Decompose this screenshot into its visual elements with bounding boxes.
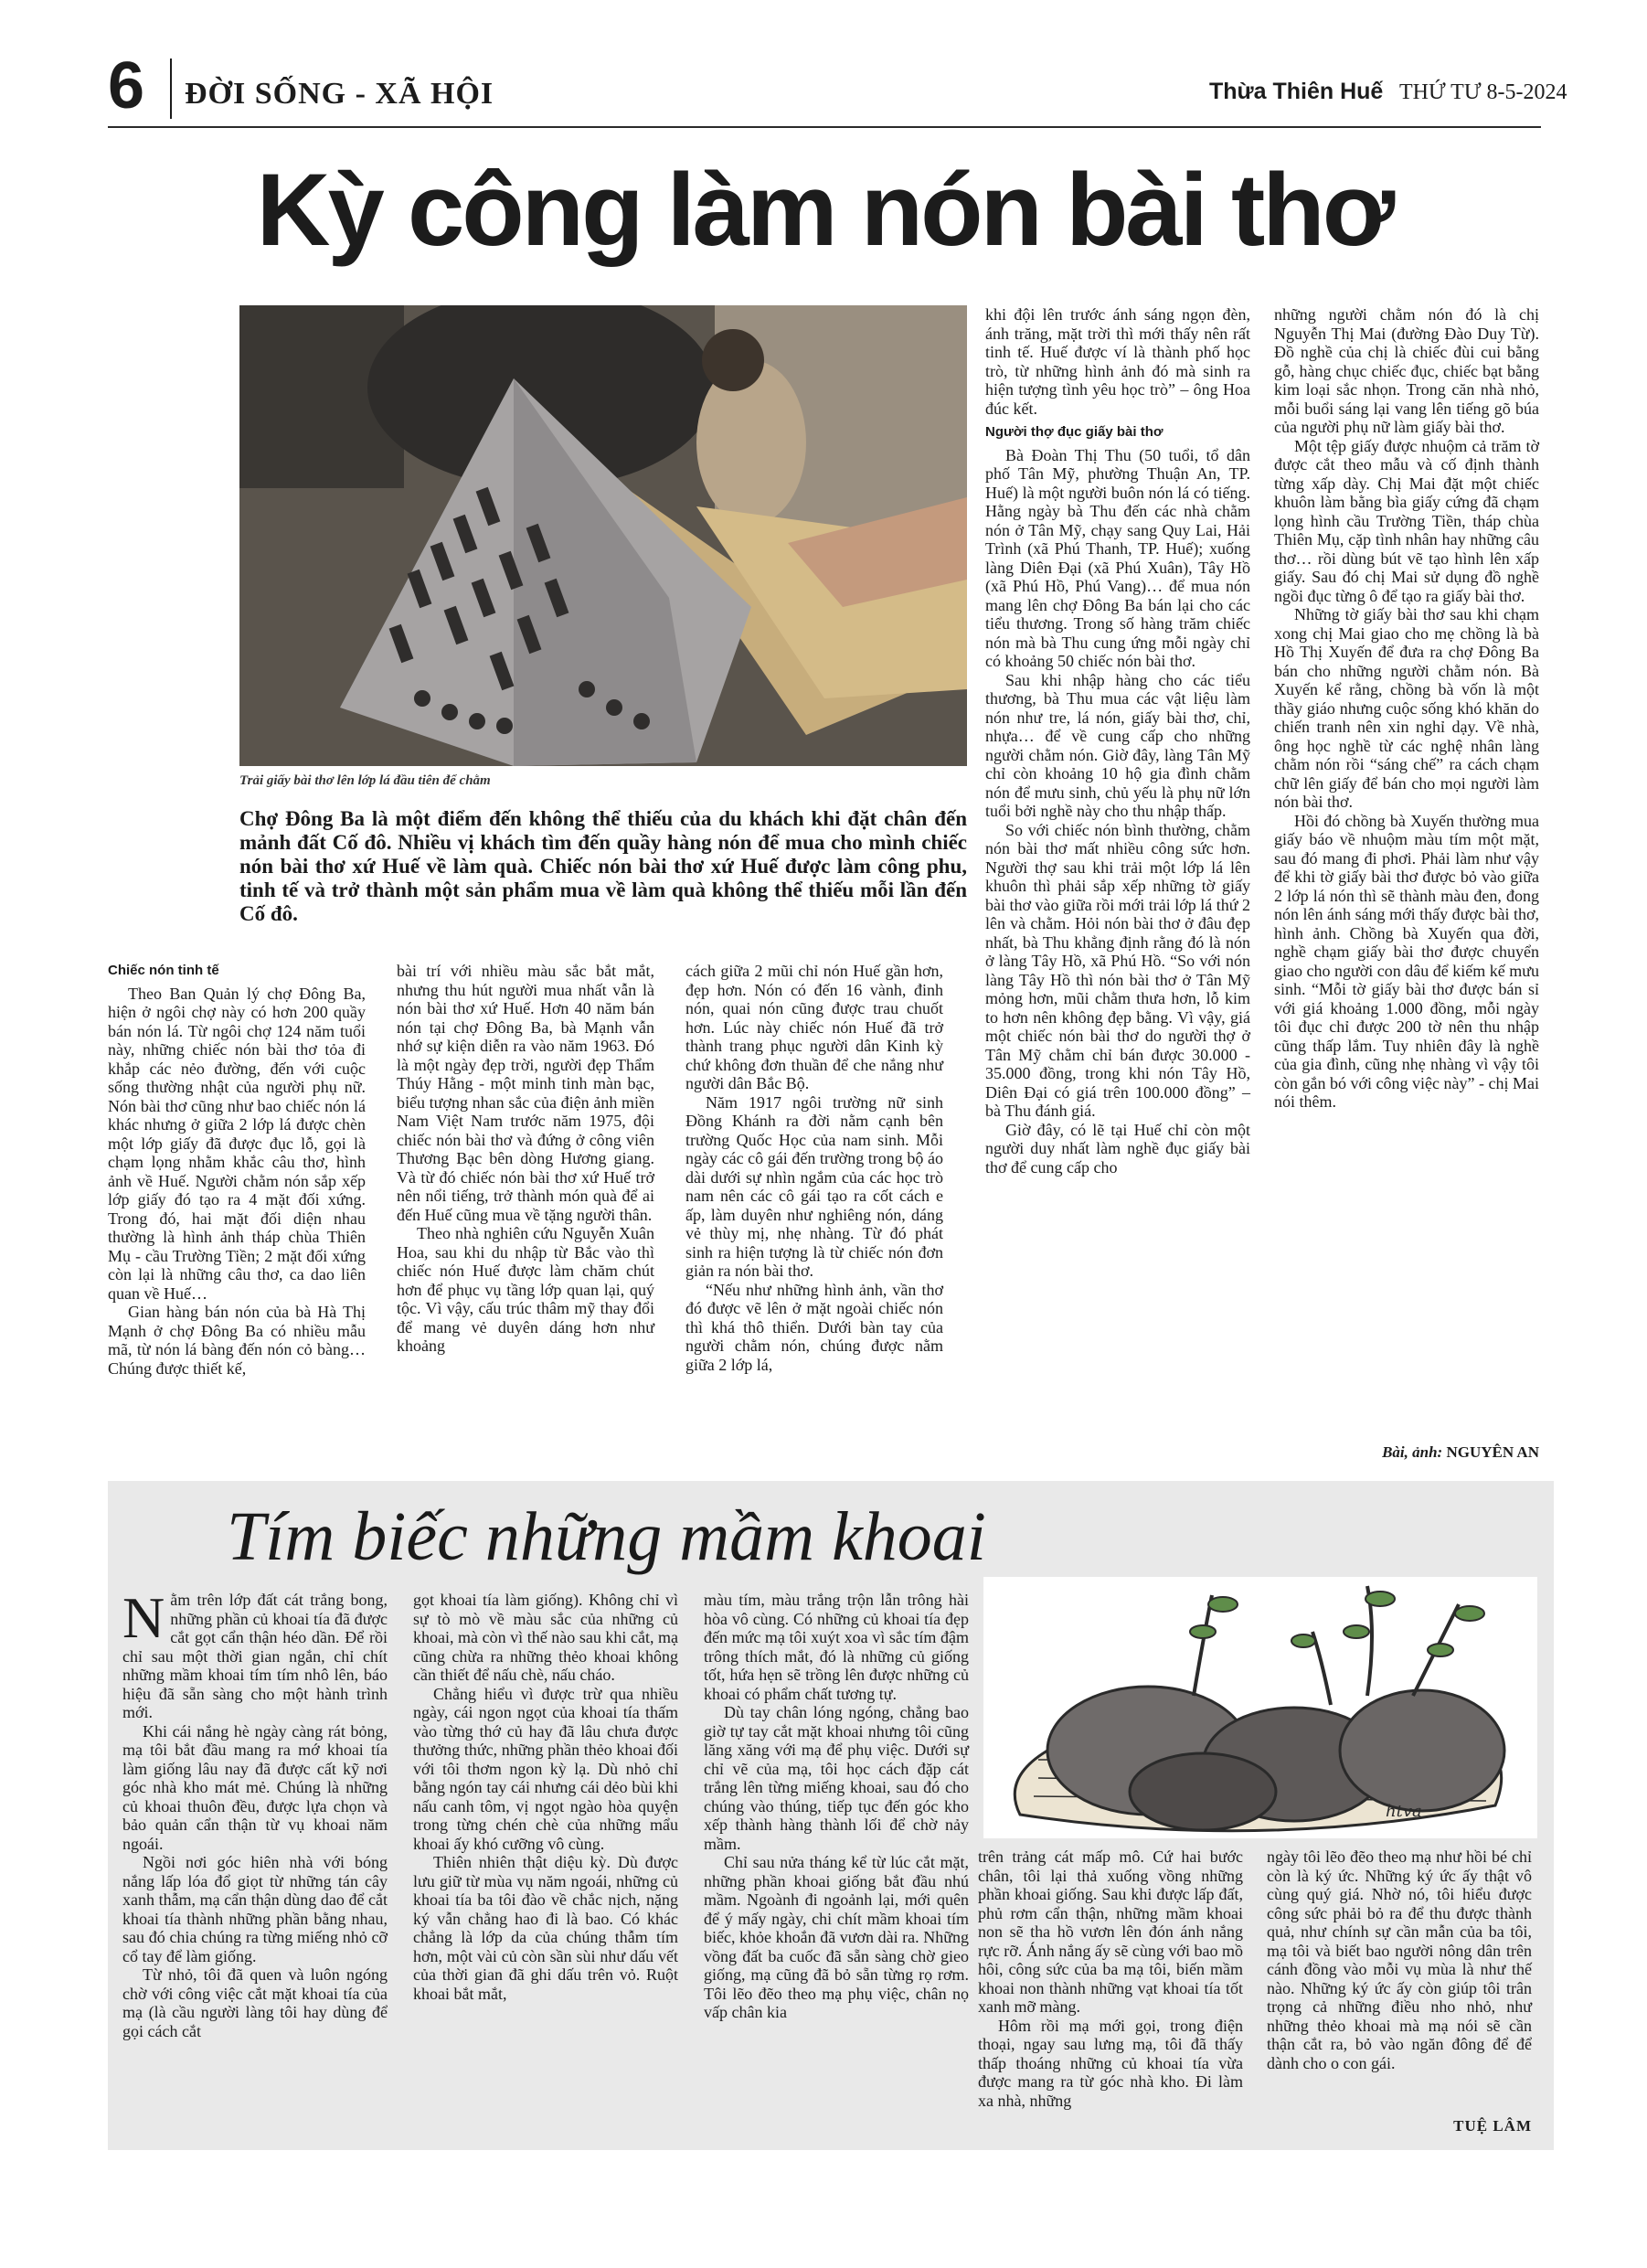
article1-column-3 [685, 962, 943, 1374]
paragraph: Chẳng hiểu vì được trừ qua nhiều ngày, cái ngon ngọt của khoai tía thấm vào từng thớ củ hay đã lâu chưa được thưởng thức, những phần thẻo khoai đối với tôi thơm ngon kỳ lạ. Dù nhỏ chỉ bằng ngón tay cái nhưng cái dẻo bùi khi nấu canh tôm, vị ngọt ngào hòa quyện trong từng chén chè của những mẩu khoai ấy khó cưỡng vô cùng. [413, 1684, 678, 1853]
feature-column-1 [122, 1585, 388, 2040]
paragraph: gọt khoai tía làm giống). Không chỉ vì sự tò mò về màu sắc của những củ khoai, mà còn vì thế nào sau khi cắt, mạ cũng chừa ra những thẻo khoai không cần thiết để nấu chè, nấu cháo. [413, 1591, 678, 1684]
subhead-chiec-non: Chiếc nón tinh tế [108, 963, 219, 978]
paragraph: Nằm trên lớp đất cát trắng bong, những phần củ khoai tía đã được cắt gọt cẩn thận héo dần. Để rồi chỉ sau một thời gian ngắn, chỉ chít những mầm khoai tím tím nhô lên, báo hiệu đã sẵn sàng cho một hành trình mới. [122, 1585, 388, 1721]
feature-column-4 [978, 1847, 1243, 2110]
paragraph: Những tờ giấy bài thơ sau khi chạm xong chị Mai giao cho mẹ chồng là bà Hồ Thị Xuyến để đưa ra chợ Đông Ba bán cho những người chằm nón. Bà Xuyến kể rằng, chồng bà vốn là một thầy giáo nhưng cuộc sống khó khăn do chiến tranh nên xin nghỉ dạy. Về nhà, ông học nghề từ các nghệ nhân làng chằm nón rồi “sáng chế” ra cách chạm chữ lên giấy để bán cho mọi người làm nón bài thơ. [1274, 605, 1539, 811]
subhead-nguoi-tho: Người thợ đục giấy bài thơ [985, 424, 1164, 440]
paragraph: Sau khi nhập hàng cho các tiểu thương, bà Thu mua các vật liệu làm nón như tre, lá nón, giấy bài thơ, chỉ, nhựa… để về cung cấp cho những người chằm nón. Giờ đây, làng Tân Mỹ chỉ còn khoảng 10 hộ gia đình chằm nón để mưu sinh, chủ yếu là phụ nữ lớn tuổi bởi nghề này cho thu nhập thấp. [985, 670, 1250, 820]
section-title: ĐỜI SỐNG - XÃ HỘI [185, 77, 494, 111]
paragraph: Theo nhà nghiên cứu Nguyễn Xuân Hoa, sau khi du nhập từ Bắc vào thì chiếc nón Huế được làm chăm chút hơn để phục vụ tầng lớp quan lại, quý tộc. Vì vậy, cấu trúc thâm mỹ thay đổi để mang vẻ duyên dáng hơn như khoảng [397, 1224, 654, 1355]
paragraph: Gian hàng bán nón của bà Hà Thị Mạnh ở chợ Đông Ba có nhiều mẫu mã, từ nón lá bàng đến nón cỏ bàng… Chúng được thiết kế, [108, 1303, 366, 1378]
article-lead: Chợ Đông Ba là một điểm đến không thể thiếu của du khách khi đặt chân đến mảnh đất Cố đô. Nhiều vị khách tìm đến quầy hàng nón để mua cho mình chiếc nón bài thơ xứ Huế về làm quà. Chiếc nón bài thơ xứ Huế được làm công phu, tinh tế và trở thành một sản phẩm mua về làm quà không thể thiếu mỗi lần đến Cố đô. [239, 807, 967, 925]
paragraph: cách giữa 2 mũi chỉ nón Huế gần hơn, đẹp hơn. Nón có đến 16 vành, đinh nón, quai nón cũng được trau chuốt hơn. Lúc này chiếc nón Huế đã trở thành trang phục người dân Kinh kỳ chứ không đơn thuần để che nắng như người dân Bắc Bộ. [685, 962, 943, 1092]
issue-date: THỨ TƯ 8-5-2024 [1399, 80, 1567, 104]
article1-column-5 [1274, 305, 1539, 1112]
feature-headline: Tím biếc những mầm khoai [227, 1498, 986, 1575]
paragraph: những người chằm nón đó là chị Nguyễn Thị Mai (đường Đào Duy Từ). Đồ nghề của chị là chiếc đùi cui bằng gỗ, hàng chục chiếc đục, chiếc bạt bằng kim loại sắc nhọn. Trong căn nhà nhỏ, mỗi buổi sáng lại vang lên tiếng gõ búa của người phụ nữ làm giấy bài thơ. [1274, 305, 1539, 436]
paragraph: Chỉ sau nửa tháng kể từ lúc cắt mặt, những phần khoai giống bắt đầu nhú mầm. Ngoành đi ngoảnh lại, mới quên để ý mấy ngày, chi chít mầm khoai tím biếc, khỏe khoắn đã vươn dài ra. Những vồng đất ba cuốc đã sẵn sàng chờ gieo giống, mạ cũng đã bỏ sẵn từng rọ rơm. Tôi lẽo đẽo theo mạ phụ việc, chân nọ vấp chân kia [704, 1853, 969, 2021]
page-number: 6 [108, 49, 145, 122]
photo-caption: Trải giấy bài thơ lên lớp lá đầu tiên để chằm [239, 773, 491, 788]
paragraph: ngày tôi lẽo đẽo theo mạ như hồi bé chỉ còn là ký ức. Những ký ức ấy thật vô cùng quý giá. Nhờ nó, tôi hiểu được công sức phải bỏ ra để thu được thành quả, như chính sự cần mẫn của ba tôi, mạ tôi và biết bao người nông dân trên cánh đồng vào mỗi vụ mùa là như thế nào. Những ký ức ấy còn giúp tôi trân trọng cả những điều nho nhỏ, như những thẻo khoai mà mạ nói sẽ cần thận cắt ra, bỏ vào ngăn đông để để dành cho o con gái. [1267, 1847, 1532, 2072]
paragraph: khi đội lên trước ánh sáng ngọn đèn, ánh trăng, mặt trời thì mới thấy nên rất tinh tế. Huế được ví là thành phố học trò, từ những hình ảnh đó mà sinh ra hiện tượng tình yêu học trò” – ông Hoa đúc kết. [985, 305, 1250, 418]
feature-column-3 [704, 1591, 969, 2022]
illustration-signature: htva [1386, 1802, 1422, 1821]
feature-column-5 [1267, 1847, 1532, 2072]
paragraph: Hôm rồi mạ mới gọi, trong điện thoại, ngay sau lưng mạ, tôi đã thấy thấp thoáng những củ khoai tía vừa được mang ra từ góc nhà kho. Đi làm xa nhà, những [978, 2016, 1243, 2110]
byline-label: Bài, ảnh: [1382, 1443, 1443, 1461]
paragraph: “Nếu như những hình ảnh, vần thơ đó được vẽ lên ở mặt ngoài chiếc nón thì khá thô thiển. Dưới bàn tay của người chằm nón, chúng được nằm giữa 2 lớp lá, [685, 1280, 943, 1374]
sweet-potato-illustration [983, 1577, 1537, 1838]
paragraph: Thiên nhiên thật diệu kỳ. Dù được lưu giữ từ mùa vụ năm ngoái, những củ khoai tía ba tôi đào về chắc nịch, nặng ký vẫn chẳng hao đi là bao. Có khác chẳng là lớp da của chúng thẫm tím hơn, một vài củ còn sần sùi như dấu vết của thời gian đã ghi dấu trên vỏ. Ruột khoai bắt mắt, [413, 1853, 678, 2003]
paragraph: Hồi đó chồng bà Xuyến thường mua giấy báo về nhuộm màu tím một mặt, sau đó mang đi phơi. Phải làm như vậy để khi tờ giấy bài thơ được bỏ vào giữa 2 lớp lá nón thì sẽ thành màu đen, đong nón lên ánh sáng mới thấy được bài thơ, hình ảnh. Chồng bà Xuyến qua đời, nghề chạm giấy bài thơ được chuyển giao cho người con dâu để kiếm kế mưu sinh. “Mỗi tờ giấy bài thơ được bán sỉ với giá khoảng 1.000 đồng, mỗi ngày tôi đục chỉ được 200 tờ nên thu nhập cũng thấp lắm. Tuy nhiên đây là nghề của gia đình, cũng nhẹ nhàng vì vậy tôi còn gắn bó với công việc này” - chị Mai nói thêm. [1274, 811, 1539, 1111]
feature-column-2 [413, 1591, 678, 2003]
article-photo [239, 305, 967, 766]
newspaper-name: Thừa Thiên Huế [1209, 79, 1384, 104]
article1-column-1 [108, 962, 366, 1378]
paragraph: So với chiếc nón bình thường, chằm nón bài thơ mất nhiều công sức hơn. Người thợ sau khi trải một lớp lá lên khuôn thì phải sắp xếp những tờ giấy bài thơ vào giữa rồi mới trải lớp lá thứ 2 lên và chằm. Hỏi nón bài thơ ở đâu đẹp nhất, bà Thu khẳng định rằng đó là nón ở làng Tây Hồ, xã Phú Hồ. “So với nón làng Tây Hồ thì nón bài thơ ở Tân Mỹ mỏng hơn, mũi chằm thưa hơn, lỗ kim to hơn nên không đẹp bằng. Vì vậy, giá một chiếc nón bài thơ do người thợ ở Tân Mỹ chằm chỉ bán được 30.000 - 35.000 đồng, trong khi nón Tây Hồ, Diên Đại có giá trên 100.000 đồng” – bà Thu đánh giá. [985, 820, 1251, 1120]
paragraph: Theo Ban Quản lý chợ Đông Ba, hiện ở ngôi chợ này có hơn 200 quầy bán nón lá. Từ ngôi chợ 124 năm tuổi này, những chiếc nón bài thơ tỏa đi khắp các nẻo đường, đến với cuộc sống thường nhật của người phụ nữ. Nón bài thơ cũng như bao chiếc nón lá khác nhưng ở giữa 2 lớp lá được chèn một lớp giấy đã được đục lỗ, gọi là chạm lọng nhằm khắc câu thơ, hình ảnh về Huế. Người chằm nón sắp xếp lớp giấy đó tạo ra 4 mặt đối xứng. Trong đó, hai mặt đối diện nhau thường là hình ảnh tháp chùa Thiên Mụ - cầu Trường Tiền; 2 mặt đối xứng còn lại là những câu thơ, ca dao liên quan về Huế… [108, 984, 366, 1303]
paragraph: Bà Đoàn Thị Thu (50 tuổi, tổ dân phố Tân Mỹ, phường Thuận An, TP. Huế) là một người buôn nón lá có tiếng. Hằng ngày bà Thu đến các nhà chằm nón ở Tân Mỹ, chạy sang Quy Lai, Hải Trình (xã Phú Thanh, TP. Huế); xuống làng Diên Đại (xã Phú Xuân), Tây Hồ (xã Phú Hồ, Phú Vang)… để mua nón mang lên chợ Đông Ba bán lại cho các tiểu thương. Trong số hàng trăm chiếc nón mà bà Thu cung ứng mỗi ngày chỉ có khoảng 50 chiếc nón bài thơ. [985, 445, 1250, 670]
article1-byline [1274, 1443, 1539, 1462]
article-headline: Kỳ công làm nón bài thơ [256, 153, 1393, 267]
paragraph: Giờ đây, có lẽ tại Huế chỉ còn một người duy nhất làm nghề đục giấy bài thơ để cung cấp cho [985, 1120, 1250, 1177]
paragraph: Một tệp giấy được nhuộm cả trăm tờ được cắt theo mẫu và cố định thành từng xấp dày. Chị Mai đặt một chiếc khuôn làm bằng bìa giấy cứng đã chạm lọng hình cầu Trường Tiền, tháp chùa Thiên Mụ, cặp tình nhân hay những câu thơ… rồi dùng bút vẽ tạo hình lên xấp giấy. Sau đó chị Mai sử dụng đồ nghề ngồi đục từng ô để tạo ra giấy bài thơ. [1274, 436, 1539, 605]
paragraph: trên trảng cát mấp mô. Cứ hai bước chân, tôi lại thả xuống vồng những phần khoai giống. Sau khi được lấp đất, phủ rơm cẩn thận, những mầm khoai non sẽ tha hồ vươn lên đón ánh nắng rực rỡ. Ánh nắng ấy sẽ cùng với bao mồ hôi, công sức của ba mạ tôi, biến mầm khoai non thành những vạt khoai tía tốt xanh mỡ màng. [978, 1847, 1243, 2016]
photo-conical-hat-illustration [239, 305, 967, 766]
paragraph: Khi cái nắng hè ngày càng rát bỏng, mạ tôi bắt đầu mang ra mớ khoai tía làm giống lâu nay đã được cất kỹ nơi góc nhà kho mát mẻ. Chúng là những củ khoai thuôn đều, được lựa chọn và bảo quản cẩn thận từ vụ khoai năm ngoái. [122, 1721, 388, 1853]
paragraph: Năm 1917 ngôi trường nữ sinh Đồng Khánh ra đời nằm cạnh bên trường Quốc Học của nam sinh. Mỗi ngày các cô gái đến trường trong bộ áo dài dưới sự nhìn ngắm của các học trò nam nên các cô gái tạo ra cốt cách e ấp, làm duyên như nghiêng nón, dáng vẻ thùy mị, nhẹ nhàng. Từ đó phát sinh ra hiện tượng là từ chiếc nón đơn giản ra nón bài thơ. [685, 1092, 943, 1280]
paragraph: Ngồi nơi góc hiên nhà với bóng nắng lấp lóa đổ giọt từ những tán cây xanh thẫm, mạ cẩn thận dùng dao để cắt khoai tía thành những phần bằng nhau, sau đó chia chúng ra từng miếng nhỏ cỡ cổ tay để làm giống. [122, 1853, 388, 1965]
paragraph: bài trí với nhiều màu sắc bắt mắt, nhưng thu hút người mua nhất vẫn là nón bài thơ xứ Huế. Hơn 40 năm bán nón tại chợ Đông Ba, bà Mạnh vẫn nhớ sự kiện diễn ra vào năm 1963. Đó là một ngày đẹp trời, người đẹp Thẩm Thúy Hằng - một minh tinh màn bạc, biểu tượng nhan sắc của điện ảnh miền Nam Việt Nam trước năm 1975, đội chiếc nón bài thơ và đứng ở công viên Thương Bạc bên dòng Hương giang. Và từ đó chiếc nón bài thơ xứ Huế trở nên nổi tiếng, trở thành món quà để ai đến Huế cũng mua về tặng người thân. [397, 962, 654, 1224]
byline-author: NGUYÊN AN [1446, 1443, 1539, 1461]
feature-author: TUỆ LÂM [1453, 2117, 1532, 2135]
paragraph: màu tím, màu trắng trộn lẫn trông hài hòa vô cùng. Có những củ khoai tía đẹp đến mức mạ tôi xuýt xoa vì sắc tím đậm trông thích mắt, đó là những củ giống tốt, hứa hẹn sẽ trồng lên được những củ khoai có phẩm chất tương tự. [704, 1591, 969, 1703]
article1-column-4 [985, 305, 1250, 1177]
paragraph: Từ nhỏ, tôi đã quen và luôn ngóng chờ với công việc cắt mặt khoai tía của mạ (là cầu người làng tôi hay dùng để gọi cách cắt [122, 1965, 388, 2040]
drop-cap: N [122, 1585, 165, 1650]
paragraph: Dù tay chân lóng ngóng, chẳng bao giờ tự tay cắt mặt khoai nhưng tôi cũng lăng xăng với mạ để phụ việc. Dưới sự chỉ vẽ của mạ, tôi học cách đặp cát trắng lên từng miếng khoai, sau đó cho chúng vào thúng, tiếp tục đến góc kho xếp thành hàng thành lối để chờ nảy mầm. [704, 1703, 969, 1853]
header-divider [170, 59, 172, 119]
article1-column-2 [397, 962, 654, 1356]
header-rule [108, 126, 1541, 128]
